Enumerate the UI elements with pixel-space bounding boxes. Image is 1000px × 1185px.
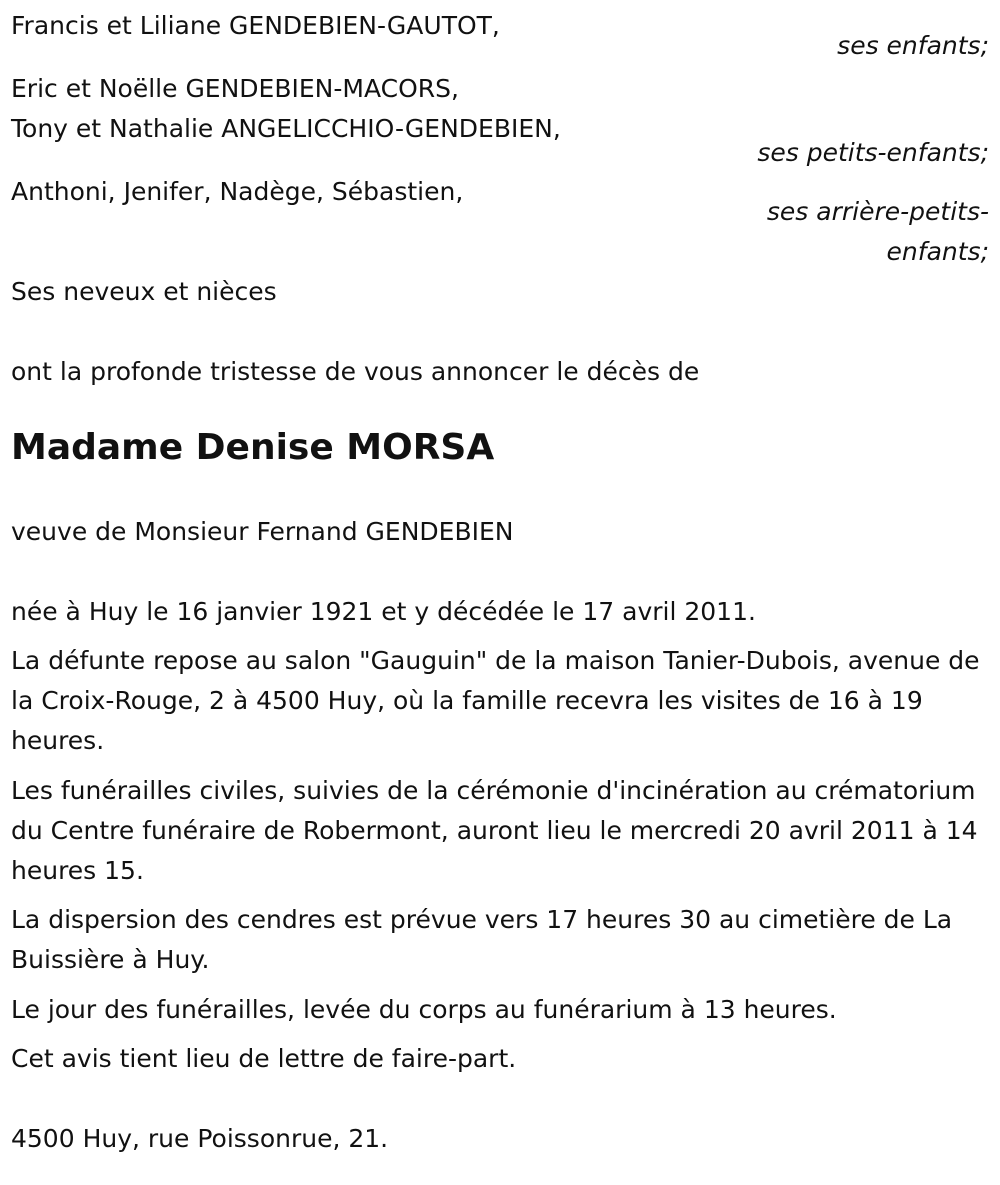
ashes-paragraph: La dispersion des cendres est prévue vers 17 heures 30 au cimetière de La Buissière à Huy. <box>11 905 953 974</box>
greatgrandchildren-role-1: ses arrière-petits- <box>766 197 989 226</box>
birth-death-dates: née à Huy le 16 janvier 1921 et y décédée le 17 avril 2011. <box>11 597 756 626</box>
widow-of: veuve de Monsieur Fernand GENDEBIEN <box>11 517 514 546</box>
funeral-day-paragraph: Le jour des funérailles, levée du corps au funérarium à 13 heures. <box>11 995 837 1024</box>
deceased-name: Madame Denise MORSA <box>11 427 495 468</box>
obituary-notice <box>11 6 991 1159</box>
nephews-nieces: Ses neveux et nièces <box>11 277 277 306</box>
funeral-paragraph: Les funérailles civiles, suivies de la cérémonie d'incinération au crématorium du Centre funéraire de Robermont, auront lieu le mercredi 20 avril 2011 à 14 heures 15. <box>11 776 978 885</box>
greatgrandchildren-role-2: enfants; <box>886 237 989 266</box>
grandchildren-names-1: Eric et Noëlle GENDEBIEN-MACORS, <box>11 74 459 103</box>
grandchildren-names-2: Tony et Nathalie ANGELICCHIO-GENDEBIEN, <box>11 114 561 143</box>
greatgrandchildren-names: Anthoni, Jenifer, Nadège, Sébastien, <box>11 177 464 206</box>
children-names: Francis et Liliane GENDEBIEN-GAUTOT, <box>11 11 500 40</box>
notice-paragraph: Cet avis tient lieu de lettre de faire-part. <box>11 1044 517 1073</box>
children-role: ses enfants; <box>837 31 989 60</box>
grandchildren-role: ses petits-enfants; <box>757 138 989 167</box>
announcement-text: ont la profonde tristesse de vous annoncer le décès de <box>11 357 700 386</box>
viewing-paragraph: La défunte repose au salon "Gauguin" de la maison Tanier-Dubois, avenue de la Croix-Rouge, 2 à 4500 Huy, où la famille recevra les visites de 16 à 19 heures. <box>11 646 980 755</box>
address: 4500 Huy, rue Poissonrue, 21. <box>11 1124 389 1153</box>
